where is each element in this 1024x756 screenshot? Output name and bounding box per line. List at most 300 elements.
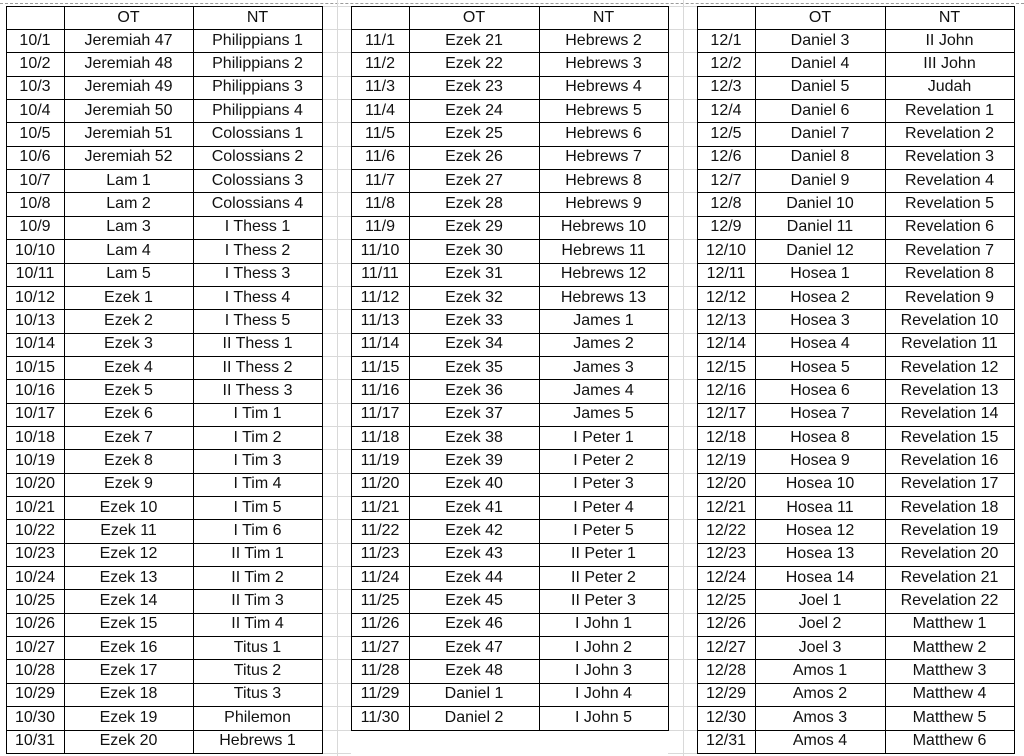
date-cell[interactable]: 10/1: [19, 31, 51, 49]
ot-cell[interactable]: Daniel 9: [790, 171, 850, 189]
ot-cell[interactable]: Hosea 7: [790, 405, 850, 423]
nt-cell[interactable]: Titus 3: [233, 685, 282, 703]
ot-cell[interactable]: Hosea 2: [790, 288, 850, 306]
date-cell[interactable]: 11/26: [360, 615, 400, 633]
date-cell[interactable]: 10/2: [19, 55, 51, 73]
date-cell[interactable]: 11/25: [360, 592, 400, 610]
ot-cell[interactable]: Jeremiah 47: [84, 31, 173, 49]
ot-cell[interactable]: Daniel 1: [444, 685, 504, 703]
nt-cell[interactable]: Revelation 8: [905, 265, 994, 283]
date-cell[interactable]: 11/7: [365, 171, 395, 189]
date-cell[interactable]: 10/7: [19, 171, 51, 189]
nt-cell[interactable]: Revelation 18: [900, 498, 999, 516]
nt-cell[interactable]: I John 4: [575, 685, 632, 703]
row-border: [351, 122, 669, 123]
ot-cell[interactable]: Lam 4: [106, 241, 151, 259]
date-cell[interactable]: 12/23: [705, 545, 747, 563]
date-cell[interactable]: 10/20: [14, 475, 56, 493]
ot-cell[interactable]: Ezek 2: [104, 311, 153, 329]
ot-cell[interactable]: Ezek 37: [445, 405, 503, 423]
date-cell[interactable]: 12/21: [705, 498, 747, 516]
date-cell[interactable]: 11/3: [365, 78, 395, 96]
ot-cell[interactable]: Ezek 5: [104, 381, 153, 399]
nt-cell[interactable]: II Peter 1: [571, 545, 636, 563]
date-cell[interactable]: 11/9: [365, 218, 395, 236]
row-border: [697, 333, 1015, 334]
nt-cell[interactable]: Revelation 16: [900, 451, 999, 469]
ot-cell[interactable]: Ezek 7: [104, 428, 153, 446]
nt-cell[interactable]: I Tim 2: [233, 428, 282, 446]
ot-cell[interactable]: Ezek 39: [445, 451, 503, 469]
date-cell[interactable]: 12/26: [705, 615, 747, 633]
row-border: [6, 473, 323, 474]
ot-cell[interactable]: Amos 2: [792, 685, 848, 703]
ot-cell[interactable]: Ezek 42: [445, 522, 503, 540]
nt-cell[interactable]: II Thess 1: [222, 335, 293, 353]
nt-cell[interactable]: I Peter 1: [573, 428, 634, 446]
nt-cell[interactable]: Revelation 21: [900, 568, 999, 586]
ot-cell[interactable]: Joel 2: [798, 615, 842, 633]
nt-cell[interactable]: Philippians 2: [212, 55, 303, 73]
date-cell[interactable]: 10/25: [14, 592, 56, 610]
row-border: [351, 426, 669, 427]
date-cell[interactable]: 10/10: [14, 241, 56, 259]
row-border: [6, 566, 323, 567]
date-cell[interactable]: 11/4: [365, 101, 395, 119]
ot-cell[interactable]: Ezek 43: [445, 545, 503, 563]
date-cell[interactable]: 10/27: [14, 638, 56, 656]
nt-cell[interactable]: II Tim 3: [231, 592, 284, 610]
ot-cell[interactable]: Ezek 36: [445, 381, 503, 399]
nt-cell[interactable]: Revelation 4: [905, 171, 994, 189]
ot-cell[interactable]: Ezek 24: [445, 101, 503, 119]
ot-cell[interactable]: Hosea 13: [785, 545, 855, 563]
row-border: [351, 566, 669, 567]
date-cell[interactable]: 11/24: [360, 568, 400, 586]
date-cell[interactable]: 11/11: [361, 265, 399, 283]
nt-cell[interactable]: Hebrews 10: [560, 218, 647, 236]
row-border: [6, 333, 323, 334]
ot-cell[interactable]: Ezek 31: [445, 265, 503, 283]
ot-cell[interactable]: Ezek 33: [445, 311, 503, 329]
date-cell[interactable]: 11/17: [360, 405, 400, 423]
ot-cell[interactable]: Ezek 22: [445, 55, 503, 73]
ot-cell[interactable]: Ezek 26: [445, 148, 503, 166]
ot-cell[interactable]: Ezek 29: [445, 218, 503, 236]
nt-cell[interactable]: Revelation 6: [905, 218, 994, 236]
date-cell[interactable]: 10/29: [14, 685, 56, 703]
nt-cell[interactable]: Matthew 2: [912, 638, 987, 656]
date-cell[interactable]: 12/6: [710, 148, 742, 166]
ot-cell[interactable]: Amos 3: [792, 708, 848, 726]
ot-cell[interactable]: Ezek 8: [104, 451, 153, 469]
nt-cell[interactable]: Revelation 12: [900, 358, 999, 376]
date-cell[interactable]: 10/19: [14, 451, 56, 469]
date-cell[interactable]: 10/22: [14, 522, 56, 540]
nt-cell[interactable]: I John 3: [575, 662, 632, 680]
nt-cell[interactable]: Revelation 20: [900, 545, 999, 563]
nt-cell[interactable]: I Peter 3: [573, 475, 634, 493]
ot-cell[interactable]: Jeremiah 49: [84, 78, 173, 96]
nt-cell[interactable]: I John 2: [575, 638, 632, 656]
ot-cell[interactable]: Joel 1: [798, 592, 842, 610]
ot-cell[interactable]: Daniel 11: [786, 218, 854, 236]
ot-cell[interactable]: Daniel 7: [790, 125, 850, 143]
nt-cell[interactable]: I Thess 2: [224, 241, 291, 259]
row-border: [6, 52, 323, 53]
date-cell[interactable]: 12/12: [705, 288, 747, 306]
ot-cell[interactable]: Ezek 15: [99, 615, 158, 633]
date-cell[interactable]: 10/3: [19, 78, 51, 96]
date-cell[interactable]: 11/15: [360, 358, 400, 376]
ot-cell[interactable]: Ezek 18: [99, 685, 158, 703]
nt-cell[interactable]: Hebrews 11: [561, 241, 646, 259]
date-cell[interactable]: 11/13: [360, 311, 400, 329]
date-cell[interactable]: 12/17: [705, 405, 747, 423]
nt-cell[interactable]: Philemon: [224, 708, 291, 726]
ot-cell[interactable]: Hosea 9: [790, 451, 850, 469]
date-cell[interactable]: 12/5: [710, 125, 742, 143]
ot-cell[interactable]: Lam 3: [106, 218, 151, 236]
nt-cell[interactable]: Hebrews 4: [565, 78, 642, 96]
row-border: [697, 519, 1015, 520]
date-cell[interactable]: 10/12: [14, 288, 56, 306]
date-cell[interactable]: 10/8: [19, 195, 51, 213]
date-cell[interactable]: 12/4: [710, 101, 742, 119]
nt-cell[interactable]: II Thess 2: [222, 358, 293, 376]
date-cell[interactable]: 11/5: [365, 125, 395, 143]
ot-cell[interactable]: Hosea 4: [790, 335, 850, 353]
nt-cell[interactable]: Revelation 13: [900, 381, 999, 399]
ot-cell[interactable]: Ezek 32: [445, 288, 503, 306]
ot-cell[interactable]: Ezek 41: [445, 498, 503, 516]
date-cell[interactable]: 10/31: [14, 732, 56, 750]
date-cell[interactable]: 11/19: [360, 451, 400, 469]
nt-cell[interactable]: Hebrews 8: [565, 171, 642, 189]
row-border: [351, 239, 669, 240]
row-border: [6, 519, 323, 520]
nt-cell[interactable]: II Peter 3: [571, 592, 636, 610]
nt-cell[interactable]: Philippians 3: [212, 78, 303, 96]
ot-cell[interactable]: Daniel 8: [790, 148, 850, 166]
nt-cell[interactable]: I Thess 1: [224, 218, 291, 236]
ot-cell[interactable]: Jeremiah 48: [84, 55, 173, 73]
ot-cell[interactable]: Ezek 9: [104, 475, 153, 493]
date-cell[interactable]: 12/14: [705, 335, 747, 353]
nt-cell[interactable]: James 2: [573, 335, 634, 353]
nt-cell[interactable]: Revelation 22: [900, 592, 999, 610]
date-cell[interactable]: 10/5: [19, 125, 51, 143]
ot-cell[interactable]: Ezek 13: [99, 568, 158, 586]
ot-cell[interactable]: Ezek 27: [445, 171, 503, 189]
nt-cell[interactable]: Matthew 4: [912, 685, 987, 703]
ot-cell[interactable]: Hosea 6: [790, 381, 850, 399]
ot-cell[interactable]: Hosea 10: [785, 475, 855, 493]
date-cell[interactable]: 11/29: [360, 685, 400, 703]
ot-cell[interactable]: Daniel 3: [790, 31, 850, 49]
date-cell[interactable]: 10/23: [14, 545, 56, 563]
nt-cell[interactable]: II Tim 2: [231, 568, 284, 586]
ot-cell[interactable]: Ezek 11: [100, 522, 157, 540]
nt-cell[interactable]: II Tim 4: [231, 615, 284, 633]
nt-cell[interactable]: Colossians 2: [211, 148, 304, 166]
ot-cell[interactable]: Jeremiah 51: [84, 125, 173, 143]
date-cell[interactable]: 11/20: [360, 475, 400, 493]
ot-cell[interactable]: Ezek 1: [104, 288, 153, 306]
nt-cell[interactable]: II John: [925, 31, 974, 49]
nt-cell[interactable]: III John: [923, 55, 976, 73]
header-december-date: [697, 6, 755, 29]
ot-cell[interactable]: Ezek 16: [99, 638, 158, 656]
ot-cell[interactable]: Ezek 20: [99, 732, 158, 750]
ot-cell[interactable]: Ezek 34: [445, 335, 503, 353]
nt-cell[interactable]: Titus 1: [233, 638, 282, 656]
nt-cell[interactable]: James 3: [573, 358, 634, 376]
nt-cell[interactable]: Hebrews 2: [565, 31, 642, 49]
nt-cell[interactable]: James 1: [573, 311, 634, 329]
date-cell[interactable]: 11/10: [360, 241, 400, 259]
date-cell[interactable]: 12/25: [705, 592, 747, 610]
ot-cell[interactable]: Hosea 3: [790, 311, 850, 329]
date-cell[interactable]: 10/16: [14, 381, 56, 399]
row-border: [697, 216, 1015, 217]
ot-cell[interactable]: Ezek 19: [99, 708, 158, 726]
ot-cell[interactable]: Jeremiah 50: [84, 101, 173, 119]
nt-cell[interactable]: Matthew 5: [912, 708, 987, 726]
date-cell[interactable]: 12/2: [710, 55, 742, 73]
date-cell[interactable]: 11/28: [360, 662, 400, 680]
nt-cell[interactable]: I John 1: [575, 615, 632, 633]
date-cell[interactable]: 12/28: [705, 662, 747, 680]
nt-cell[interactable]: Revelation 15: [900, 428, 999, 446]
nt-cell[interactable]: I Peter 2: [573, 451, 634, 469]
ot-cell[interactable]: Joel 3: [798, 638, 842, 656]
nt-cell[interactable]: Colossians 4: [211, 195, 304, 213]
ot-cell[interactable]: Ezek 17: [99, 662, 158, 680]
row-border: [697, 683, 1015, 684]
date-cell[interactable]: 11/12: [360, 288, 400, 306]
date-cell[interactable]: 10/28: [14, 662, 56, 680]
row-border: [351, 403, 669, 404]
ot-cell[interactable]: Ezek 28: [445, 195, 503, 213]
ot-cell[interactable]: Hosea 11: [786, 498, 854, 516]
ot-cell[interactable]: Hosea 8: [790, 428, 850, 446]
ot-cell[interactable]: Daniel 12: [786, 241, 854, 259]
nt-cell[interactable]: I John 5: [575, 708, 632, 726]
date-cell[interactable]: 11/27: [360, 638, 400, 656]
ot-cell[interactable]: Ezek 30: [445, 241, 503, 259]
nt-cell[interactable]: Philippians 1: [212, 31, 303, 49]
date-cell[interactable]: 11/14: [360, 335, 400, 353]
nt-cell[interactable]: II Peter 2: [571, 568, 636, 586]
date-cell[interactable]: 12/31: [705, 732, 747, 750]
date-cell[interactable]: 12/8: [710, 195, 742, 213]
nt-cell[interactable]: Matthew 1: [912, 615, 987, 633]
ot-cell[interactable]: Ezek 12: [99, 545, 158, 563]
ot-cell[interactable]: Daniel 10: [786, 195, 854, 213]
date-cell[interactable]: 12/13: [705, 311, 747, 329]
nt-cell[interactable]: Revelation 5: [905, 195, 994, 213]
ot-cell[interactable]: Jeremiah 52: [84, 148, 173, 166]
date-cell[interactable]: 10/21: [14, 498, 56, 516]
row-border: [351, 216, 669, 217]
nt-cell[interactable]: Hebrews 9: [565, 195, 642, 213]
nt-cell[interactable]: I Tim 4: [233, 475, 282, 493]
nt-cell[interactable]: Hebrews 12: [560, 265, 647, 283]
ot-cell[interactable]: Ezek 38: [445, 428, 503, 446]
nt-cell[interactable]: James 4: [573, 381, 634, 399]
nt-cell[interactable]: I Thess 5: [224, 311, 291, 329]
date-cell[interactable]: 11/8: [365, 195, 395, 213]
date-cell[interactable]: 11/2: [365, 55, 395, 73]
ot-cell[interactable]: Ezek 10: [99, 498, 158, 516]
nt-cell[interactable]: II Thess 3: [222, 381, 293, 399]
nt-cell[interactable]: Titus 2: [233, 662, 282, 680]
date-cell[interactable]: 11/18: [360, 428, 400, 446]
ot-cell[interactable]: Ezek 48: [445, 662, 503, 680]
ot-cell[interactable]: Amos 4: [792, 732, 848, 750]
date-cell[interactable]: 12/15: [705, 358, 747, 376]
date-cell[interactable]: 10/18: [14, 428, 56, 446]
ot-cell[interactable]: Lam 2: [106, 195, 151, 213]
nt-cell[interactable]: Revelation 19: [900, 522, 999, 540]
nt-cell[interactable]: Colossians 1: [211, 125, 304, 143]
nt-cell[interactable]: I Tim 5: [233, 498, 282, 516]
ot-cell[interactable]: Daniel 6: [790, 101, 850, 119]
ot-cell[interactable]: Hosea 12: [785, 522, 855, 540]
date-cell[interactable]: 12/16: [705, 381, 747, 399]
date-cell[interactable]: 11/23: [360, 545, 400, 563]
nt-cell[interactable]: Revelation 1: [905, 101, 994, 119]
date-cell[interactable]: 12/9: [710, 218, 742, 236]
date-cell[interactable]: 12/10: [705, 241, 747, 259]
nt-cell[interactable]: I Tim 6: [233, 522, 282, 540]
ot-cell[interactable]: Ezek 6: [104, 405, 153, 423]
column-border: [322, 6, 323, 753]
date-cell[interactable]: 10/4: [19, 101, 51, 119]
date-cell[interactable]: 12/29: [705, 685, 747, 703]
date-cell[interactable]: 10/26: [14, 615, 56, 633]
ot-cell[interactable]: Ezek 23: [445, 78, 503, 96]
ot-cell[interactable]: Ezek 14: [99, 592, 158, 610]
ot-cell[interactable]: Ezek 3: [104, 335, 153, 353]
nt-cell[interactable]: Revelation 3: [905, 148, 994, 166]
nt-cell[interactable]: I Tim 3: [233, 451, 282, 469]
date-cell[interactable]: 11/21: [360, 498, 400, 516]
nt-cell[interactable]: I Thess 4: [224, 288, 291, 306]
nt-cell[interactable]: Philippians 4: [212, 101, 303, 119]
date-cell[interactable]: 12/3: [710, 78, 742, 96]
ot-cell[interactable]: Daniel 2: [444, 708, 504, 726]
ot-cell[interactable]: Amos 1: [792, 662, 848, 680]
ot-cell[interactable]: Ezek 21: [445, 31, 503, 49]
nt-cell[interactable]: Hebrews 7: [565, 148, 642, 166]
nt-cell[interactable]: Matthew 6: [912, 732, 987, 750]
nt-cell[interactable]: Hebrews 6: [565, 125, 642, 143]
ot-cell[interactable]: Ezek 44: [445, 568, 503, 586]
nt-cell[interactable]: Revelation 2: [905, 125, 994, 143]
date-cell[interactable]: 10/17: [14, 405, 56, 423]
nt-cell[interactable]: II Tim 1: [231, 545, 284, 563]
date-cell[interactable]: 10/13: [14, 311, 56, 329]
ot-cell[interactable]: Ezek 47: [445, 638, 503, 656]
date-cell[interactable]: 12/30: [705, 708, 747, 726]
nt-cell[interactable]: James 5: [573, 405, 634, 423]
ot-cell[interactable]: Daniel 4: [790, 55, 850, 73]
ot-cell[interactable]: Ezek 45: [445, 592, 503, 610]
date-cell[interactable]: 10/30: [14, 708, 56, 726]
ot-cell[interactable]: Hosea 14: [785, 568, 855, 586]
nt-cell[interactable]: Matthew 3: [912, 662, 987, 680]
nt-cell[interactable]: Revelation 7: [905, 241, 994, 259]
date-cell[interactable]: 12/22: [705, 522, 747, 540]
date-cell[interactable]: 12/19: [705, 451, 747, 469]
nt-cell[interactable]: Revelation 9: [905, 288, 994, 306]
nt-cell[interactable]: Hebrews 1: [219, 732, 296, 750]
ot-cell[interactable]: Ezek 25: [445, 125, 503, 143]
nt-cell[interactable]: I Peter 4: [573, 498, 634, 516]
date-cell[interactable]: 10/9: [19, 218, 51, 236]
row-border: [351, 52, 669, 53]
nt-cell[interactable]: I Peter 5: [573, 522, 634, 540]
row-border: [351, 659, 669, 660]
nt-cell[interactable]: Revelation 14: [900, 405, 999, 423]
ot-cell[interactable]: Hosea 1: [790, 265, 850, 283]
nt-cell[interactable]: Hebrews 3: [565, 55, 642, 73]
row-border: [697, 636, 1015, 637]
nt-cell[interactable]: Colossians 3: [211, 171, 304, 189]
row-border: [351, 496, 669, 497]
nt-cell[interactable]: Hebrews 13: [560, 288, 647, 306]
nt-cell[interactable]: Hebrews 5: [565, 101, 642, 119]
row-border: [697, 473, 1015, 474]
ot-cell[interactable]: Daniel 5: [790, 78, 850, 96]
date-cell[interactable]: 11/30: [360, 708, 400, 726]
date-cell[interactable]: 10/15: [14, 358, 56, 376]
date-cell[interactable]: 11/22: [360, 522, 400, 540]
ot-cell[interactable]: Ezek 35: [445, 358, 503, 376]
ot-cell[interactable]: Ezek 40: [445, 475, 503, 493]
row-border: [6, 356, 323, 357]
ot-cell[interactable]: Lam 5: [106, 265, 151, 283]
ot-cell[interactable]: Ezek 4: [104, 358, 153, 376]
date-cell[interactable]: 11/1: [365, 31, 395, 49]
row-border: [697, 496, 1015, 497]
date-cell[interactable]: 12/18: [705, 428, 747, 446]
date-cell[interactable]: 12/27: [705, 638, 747, 656]
nt-cell[interactable]: Revelation 10: [900, 311, 999, 329]
ot-cell[interactable]: Hosea 5: [790, 358, 850, 376]
date-cell[interactable]: 12/20: [705, 475, 747, 493]
nt-cell[interactable]: Revelation 11: [901, 335, 998, 353]
date-cell[interactable]: 12/7: [710, 171, 742, 189]
date-cell[interactable]: 11/16: [360, 381, 400, 399]
nt-cell[interactable]: Revelation 17: [900, 475, 999, 493]
date-cell[interactable]: 10/11: [15, 265, 55, 283]
nt-cell[interactable]: Judah: [927, 78, 972, 96]
ot-cell[interactable]: Ezek 46: [445, 615, 503, 633]
date-cell[interactable]: 12/11: [706, 265, 746, 283]
ot-cell[interactable]: Lam 1: [106, 171, 151, 189]
date-cell[interactable]: 12/1: [710, 31, 742, 49]
date-cell[interactable]: 12/24: [705, 568, 747, 586]
date-cell[interactable]: 10/24: [14, 568, 56, 586]
date-cell[interactable]: 11/6: [365, 148, 395, 166]
date-cell[interactable]: 10/14: [14, 335, 56, 353]
nt-cell[interactable]: I Thess 3: [224, 265, 291, 283]
nt-cell[interactable]: I Tim 1: [233, 405, 282, 423]
date-cell[interactable]: 10/6: [19, 148, 51, 166]
